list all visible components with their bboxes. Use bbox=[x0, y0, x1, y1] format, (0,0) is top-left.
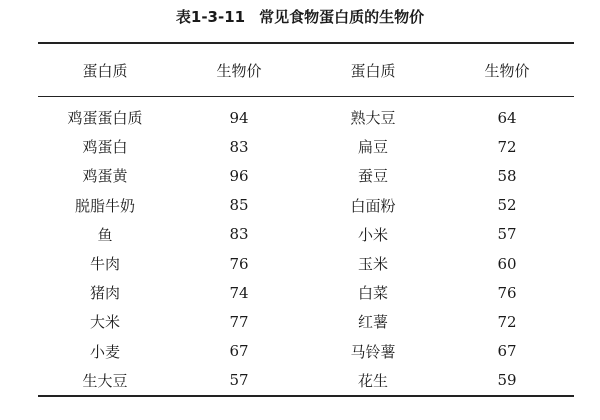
header-protein-left: 蛋白质 bbox=[38, 43, 172, 97]
protein-name: 生大豆 bbox=[82, 371, 128, 390]
table-title: 常见食物蛋白质的生物价 bbox=[259, 8, 425, 26]
protein-biological-value-table bbox=[38, 42, 574, 397]
protein-name: 鱼 bbox=[97, 225, 113, 244]
biological-value: 57 bbox=[229, 371, 249, 390]
table-caption bbox=[0, 6, 600, 27]
protein-name: 蚕豆 bbox=[357, 167, 388, 186]
header-protein-right: 蛋白质 bbox=[306, 43, 440, 97]
protein-name: 熟大豆 bbox=[350, 109, 396, 128]
protein-name: 花生 bbox=[357, 371, 388, 390]
biological-value: 59 bbox=[497, 371, 517, 390]
biological-value: 72 bbox=[497, 137, 517, 156]
table-row bbox=[38, 278, 574, 307]
biological-value: 76 bbox=[229, 254, 249, 273]
biological-value: 67 bbox=[229, 342, 249, 361]
biological-value: 58 bbox=[497, 166, 517, 185]
biological-value: 85 bbox=[229, 196, 249, 215]
biological-value: 77 bbox=[229, 312, 249, 331]
biological-value: 83 bbox=[229, 225, 249, 244]
table-row bbox=[38, 161, 574, 190]
protein-name: 扁豆 bbox=[357, 138, 388, 157]
protein-name: 小麦 bbox=[89, 342, 120, 361]
protein-name: 白菜 bbox=[357, 284, 388, 303]
protein-name: 鸡蛋蛋白质 bbox=[67, 109, 143, 128]
biological-value: 74 bbox=[229, 283, 249, 302]
table-row bbox=[38, 249, 574, 278]
biological-value: 52 bbox=[497, 196, 517, 215]
biological-value: 64 bbox=[497, 108, 517, 127]
protein-name: 马铃薯 bbox=[350, 342, 396, 361]
biological-value: 96 bbox=[229, 166, 249, 185]
table-number: 表1-3-11 bbox=[175, 8, 246, 26]
biological-value: 60 bbox=[497, 254, 517, 273]
protein-name: 牛肉 bbox=[89, 255, 120, 274]
protein-name: 白面粉 bbox=[350, 196, 396, 215]
biological-value: 57 bbox=[497, 225, 517, 244]
table-row bbox=[38, 191, 574, 220]
table-row bbox=[38, 220, 574, 249]
table-row bbox=[38, 97, 574, 133]
table-header-row bbox=[38, 43, 574, 97]
protein-name: 大米 bbox=[89, 313, 120, 332]
biological-value: 72 bbox=[497, 312, 517, 331]
table-row bbox=[38, 366, 574, 396]
biological-value: 67 bbox=[497, 342, 517, 361]
table-row bbox=[38, 307, 574, 336]
biological-value: 83 bbox=[229, 137, 249, 156]
protein-name: 猪肉 bbox=[89, 284, 120, 303]
biological-value: 94 bbox=[229, 108, 249, 127]
header-value-right: 生物价 bbox=[440, 43, 574, 97]
header-value-left: 生物价 bbox=[172, 43, 306, 97]
protein-name: 小米 bbox=[357, 225, 388, 244]
protein-name: 鸡蛋黄 bbox=[82, 167, 128, 186]
protein-name: 鸡蛋白 bbox=[82, 138, 128, 157]
protein-name: 脱脂牛奶 bbox=[74, 196, 135, 215]
protein-name: 玉米 bbox=[357, 255, 388, 274]
protein-name: 红薯 bbox=[357, 313, 388, 332]
table-row bbox=[38, 337, 574, 366]
biological-value: 76 bbox=[497, 283, 517, 302]
table-row bbox=[38, 132, 574, 161]
